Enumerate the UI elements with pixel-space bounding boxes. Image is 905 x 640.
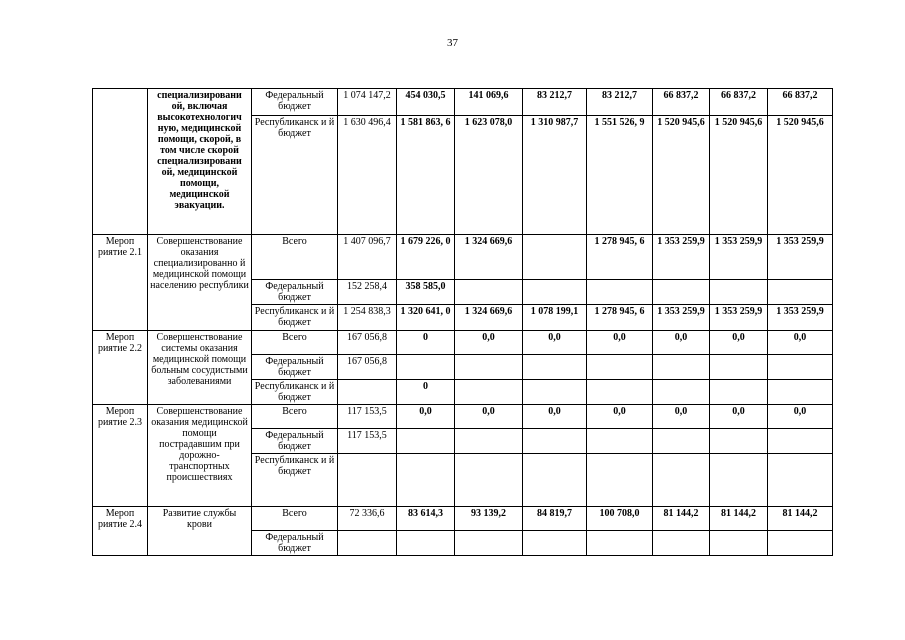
value-cell	[768, 380, 833, 405]
funding-source: Республиканск и й бюджет	[252, 380, 338, 405]
value-cell: 100 708,0	[587, 507, 653, 531]
value-cell: 72 336,6	[338, 507, 397, 531]
value-cell: 0,0	[710, 405, 768, 429]
value-cell	[587, 380, 653, 405]
funding-source: Федеральный бюджет	[252, 429, 338, 454]
value-cell	[397, 531, 455, 556]
value-cell: 0,0	[768, 405, 833, 429]
value-cell	[523, 280, 587, 305]
value-cell: 1 353 259,9	[653, 235, 710, 280]
value-cell: 81 144,2	[768, 507, 833, 531]
table-row	[93, 235, 833, 280]
value-cell	[523, 429, 587, 454]
value-cell: 0	[397, 380, 455, 405]
table-row	[93, 89, 833, 116]
value-cell: 1 353 259,9	[768, 235, 833, 280]
value-cell: 454 030,5	[397, 89, 455, 116]
value-cell	[523, 235, 587, 280]
value-cell	[768, 280, 833, 305]
funding-source: Федеральный бюджет	[252, 531, 338, 556]
value-cell	[338, 380, 397, 405]
value-cell	[587, 280, 653, 305]
value-cell: 1 353 259,9	[710, 235, 768, 280]
value-cell: 1 623 078,0	[455, 116, 523, 235]
value-cell: 1 278 945, 6	[587, 305, 653, 331]
measure-number	[93, 89, 148, 235]
value-cell	[587, 355, 653, 380]
value-cell	[523, 355, 587, 380]
funding-source: Федеральный бюджет	[252, 355, 338, 380]
value-cell	[768, 454, 833, 507]
value-cell: 1 254 838,3	[338, 305, 397, 331]
value-cell: 0,0	[768, 331, 833, 355]
value-cell	[653, 531, 710, 556]
value-cell: 0,0	[455, 331, 523, 355]
value-cell: 0,0	[455, 405, 523, 429]
value-cell: 1 520 945,6	[768, 116, 833, 235]
measure-number: Мероп риятие 2.2	[93, 331, 148, 405]
value-cell: 83 212,7	[587, 89, 653, 116]
table-row	[93, 331, 833, 355]
value-cell: 1 630 496,4	[338, 116, 397, 235]
value-cell	[523, 531, 587, 556]
value-cell	[397, 454, 455, 507]
measure-name: специализировани ой, включая высокотехнологич ную, медицинской помощи, скорой, в том числе скорой специализировани ой, медицинской помощи, медицинской эвакуации.	[148, 89, 252, 235]
value-cell: 66 837,2	[710, 89, 768, 116]
value-cell	[710, 355, 768, 380]
value-cell: 1 353 259,9	[710, 305, 768, 331]
funding-source: Федеральный бюджет	[252, 89, 338, 116]
value-cell: 84 819,7	[523, 507, 587, 531]
value-cell	[653, 280, 710, 305]
measure-name: Совершенствование оказания медицинской помощи пострадавшим при дорожно- транспортных происшествиях	[148, 405, 252, 507]
value-cell	[653, 454, 710, 507]
funding-source: Республиканск и й бюджет	[252, 116, 338, 235]
value-cell: 0,0	[653, 331, 710, 355]
value-cell: 167 056,8	[338, 355, 397, 380]
value-cell	[710, 429, 768, 454]
value-cell: 83 614,3	[397, 507, 455, 531]
value-cell: 0,0	[587, 405, 653, 429]
value-cell: 1 407 096,7	[338, 235, 397, 280]
value-cell	[455, 454, 523, 507]
value-cell	[710, 531, 768, 556]
value-cell: 81 144,2	[653, 507, 710, 531]
value-cell	[338, 454, 397, 507]
funding-source: Всего	[252, 331, 338, 355]
value-cell: 152 258,4	[338, 280, 397, 305]
value-cell	[455, 280, 523, 305]
value-cell: 1 074 147,2	[338, 89, 397, 116]
value-cell: 93 139,2	[455, 507, 523, 531]
funding-source: Всего	[252, 507, 338, 531]
value-cell: 1 551 526, 9	[587, 116, 653, 235]
value-cell	[523, 454, 587, 507]
funding-source: Республиканск и й бюджет	[252, 305, 338, 331]
value-cell: 66 837,2	[653, 89, 710, 116]
value-cell	[338, 531, 397, 556]
measure-name: Развитие службы крови	[148, 507, 252, 556]
value-cell: 0	[397, 331, 455, 355]
budget-table	[92, 88, 833, 556]
table-row	[93, 405, 833, 429]
value-cell: 1 078 199,1	[523, 305, 587, 331]
page-number: 37	[447, 37, 458, 49]
value-cell: 0,0	[710, 331, 768, 355]
measure-number: Мероп риятие 2.4	[93, 507, 148, 556]
value-cell	[768, 355, 833, 380]
funding-source: Федеральный бюджет	[252, 280, 338, 305]
value-cell	[710, 380, 768, 405]
value-cell	[587, 531, 653, 556]
value-cell	[653, 355, 710, 380]
value-cell	[710, 454, 768, 507]
funding-source: Всего	[252, 235, 338, 280]
value-cell: 117 153,5	[338, 429, 397, 454]
value-cell: 1 320 641, 0	[397, 305, 455, 331]
value-cell: 0,0	[523, 405, 587, 429]
value-cell	[455, 531, 523, 556]
value-cell: 1 310 987,7	[523, 116, 587, 235]
value-cell: 167 056,8	[338, 331, 397, 355]
value-cell	[523, 380, 587, 405]
table-row	[93, 507, 833, 531]
value-cell: 0,0	[397, 405, 455, 429]
value-cell: 358 585,0	[397, 280, 455, 305]
value-cell: 117 153,5	[338, 405, 397, 429]
value-cell: 1 324 669,6	[455, 235, 523, 280]
value-cell: 1 581 863, 6	[397, 116, 455, 235]
value-cell: 81 144,2	[710, 507, 768, 531]
value-cell: 1 278 945, 6	[587, 235, 653, 280]
value-cell	[653, 429, 710, 454]
value-cell: 1 353 259,9	[768, 305, 833, 331]
measure-number: Мероп риятие 2.3	[93, 405, 148, 507]
value-cell	[768, 531, 833, 556]
value-cell: 1 520 945,6	[653, 116, 710, 235]
value-cell: 83 212,7	[523, 89, 587, 116]
value-cell	[587, 429, 653, 454]
measure-name: Совершенствование системы оказания медицинской помощи больным сосудистыми заболеваниями	[148, 331, 252, 405]
value-cell: 0,0	[523, 331, 587, 355]
funding-source: Республиканск и й бюджет	[252, 454, 338, 507]
value-cell	[653, 380, 710, 405]
funding-source: Всего	[252, 405, 338, 429]
value-cell	[455, 380, 523, 405]
value-cell	[710, 280, 768, 305]
measure-number: Мероп риятие 2.1	[93, 235, 148, 331]
value-cell: 1 324 669,6	[455, 305, 523, 331]
value-cell: 141 069,6	[455, 89, 523, 116]
value-cell: 66 837,2	[768, 89, 833, 116]
measure-name: Совершенствование оказания специализированно й медицинской помощи населению республики	[148, 235, 252, 331]
value-cell	[587, 454, 653, 507]
value-cell	[455, 355, 523, 380]
value-cell	[397, 429, 455, 454]
value-cell: 0,0	[653, 405, 710, 429]
value-cell	[768, 429, 833, 454]
value-cell: 1 353 259,9	[653, 305, 710, 331]
value-cell: 1 679 226, 0	[397, 235, 455, 280]
value-cell	[397, 355, 455, 380]
value-cell: 1 520 945,6	[710, 116, 768, 235]
value-cell	[455, 429, 523, 454]
value-cell: 0,0	[587, 331, 653, 355]
